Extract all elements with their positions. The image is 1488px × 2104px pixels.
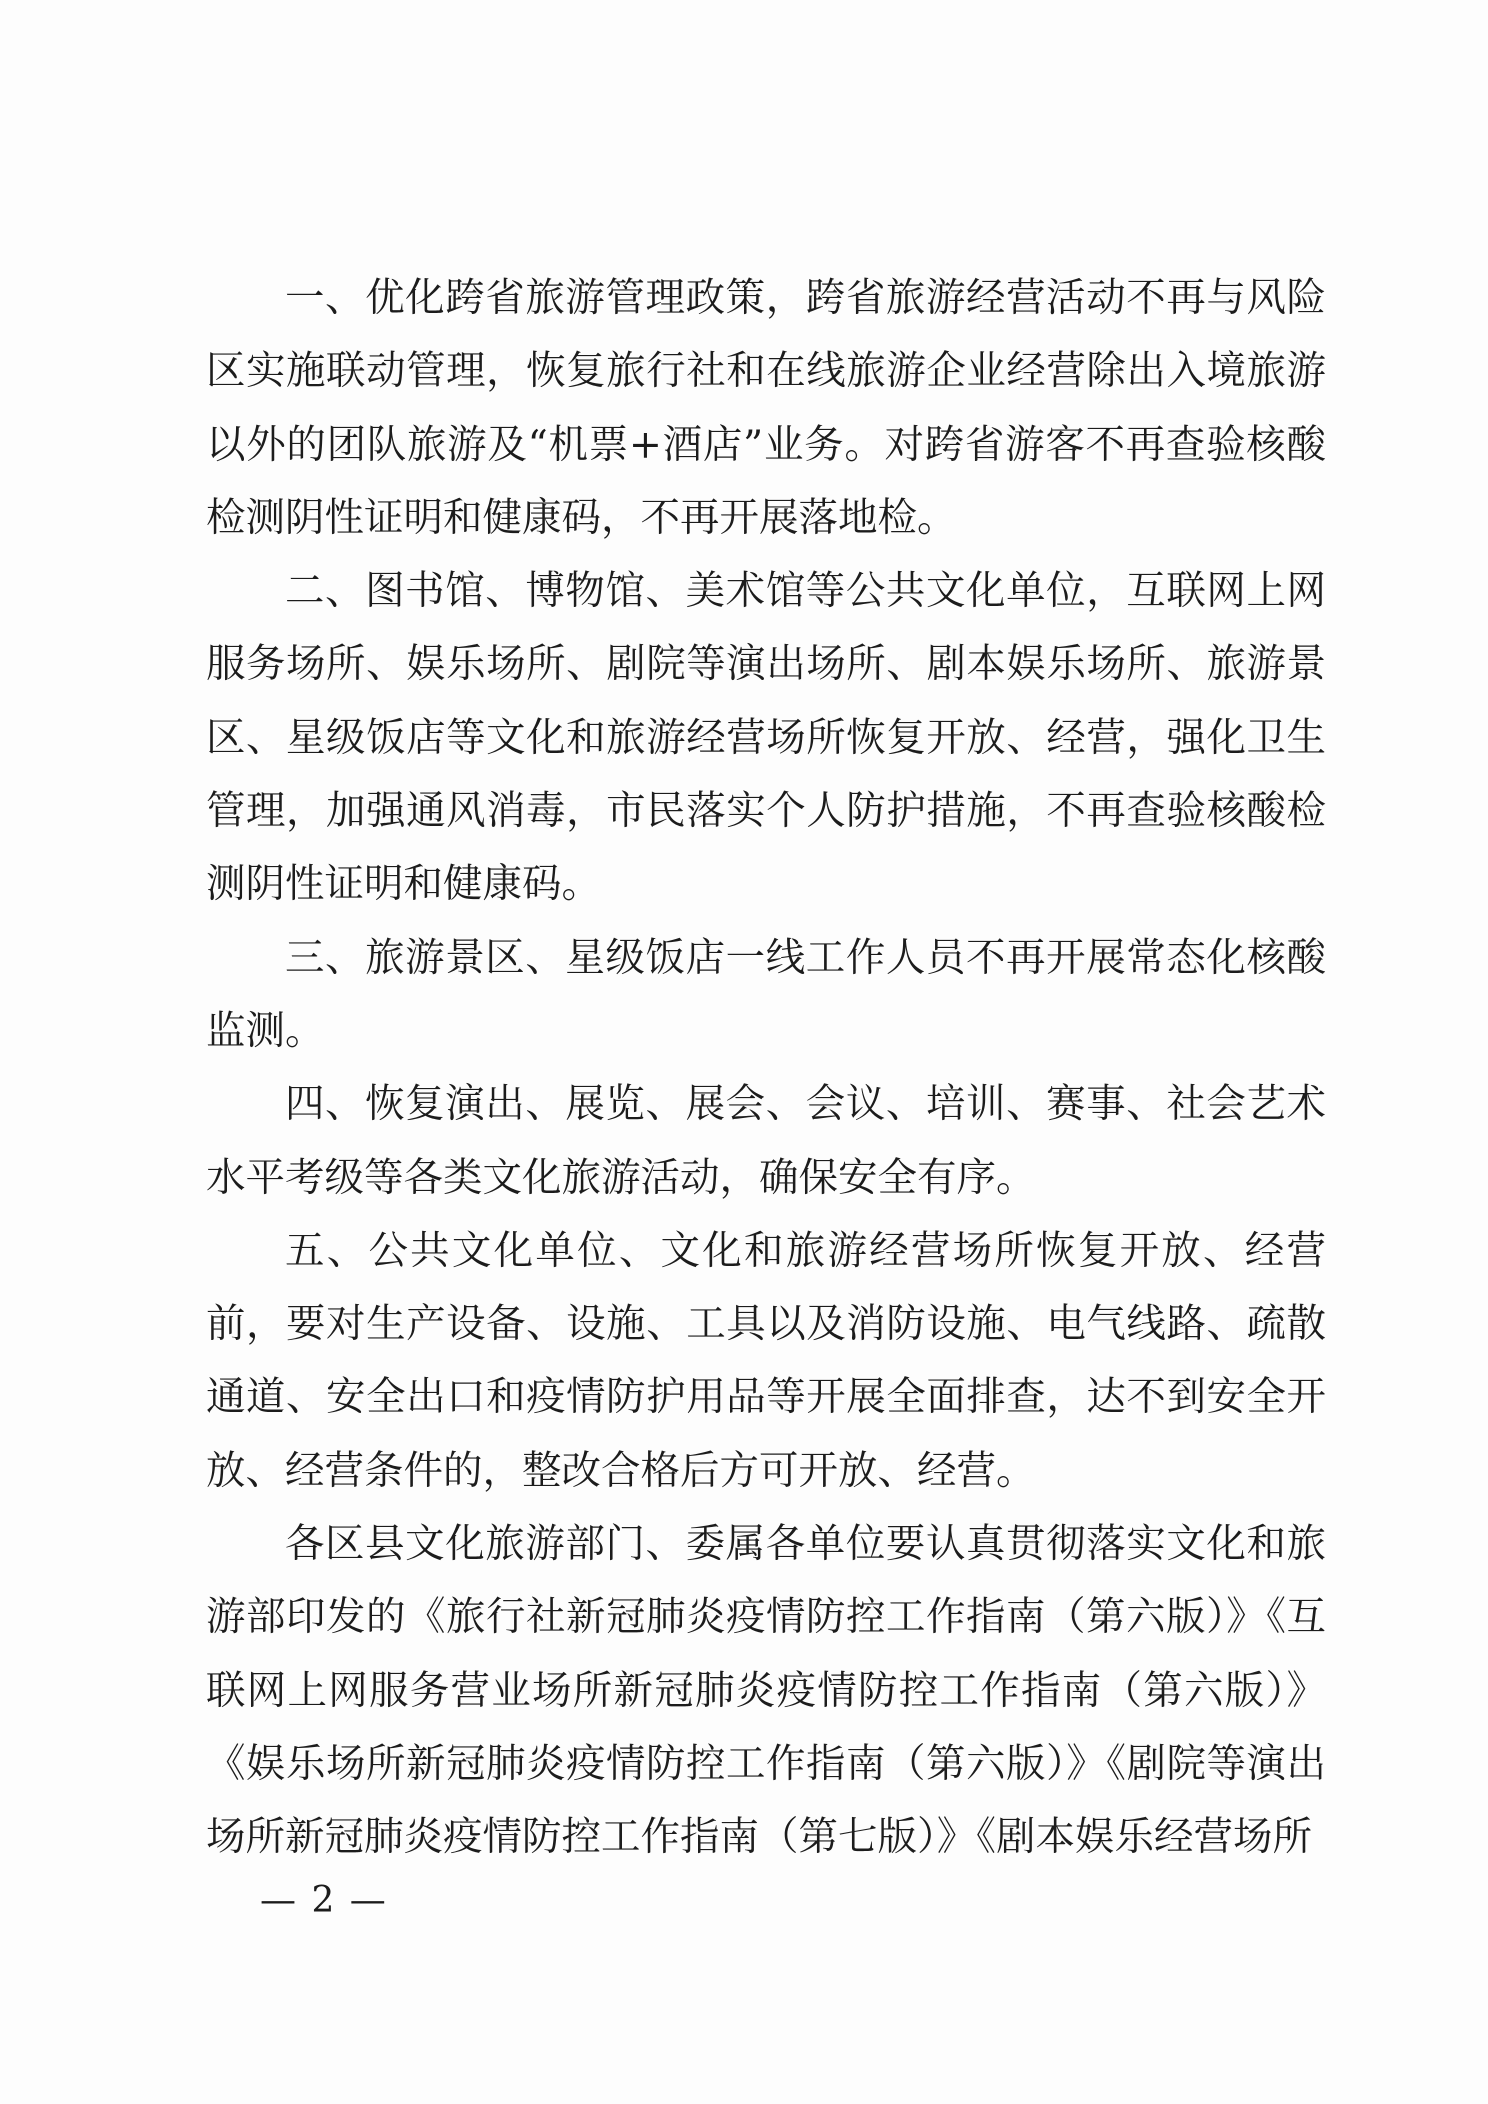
document-body xyxy=(206,262,1326,1875)
paragraph-2: 二、图书馆、博物馆、美术馆等公共文化单位，互联网上网服务场所、娱乐场所、剧院等演出场所、剧本娱乐场所、旅游景区、星级饭店等文化和旅游经营场所恢复开放、经营，强化卫生管理，加强通风消毒，市民落实个人防护措施，不再查验核酸检测阴性证明和健康码。 xyxy=(206,568,1326,908)
paragraph-4: 四、恢复演出、展览、展会、会议、培训、赛事、社会艺术水平考级等各类文化旅游活动，确保安全有序。 xyxy=(206,1081,1326,1201)
page-number: — 2 — xyxy=(260,1880,388,1921)
paragraph-6: 各区县文化旅游部门、委属各单位要认真贯彻落实文化和旅游部印发的《旅行社新冠肺炎疫情防控工作指南（第六版）》《互联网上网服务营业场所新冠肺炎疫情防控工作指南（第六版）》《娱乐场所新冠肺炎疫情防控工作指南（第六版）》《剧院等演出场所新冠肺炎疫情防控工作指南（第七版）》《剧本娱乐经营场所 xyxy=(206,1521,1326,1861)
paragraph-3: 三、旅游景区、星级饭店一线工作人员不再开展常态化核酸监测。 xyxy=(206,934,1326,1054)
paragraph-5: 五、公共文化单位、文化和旅游经营场所恢复开放、经营前，要对生产设备、设施、工具以及消防设施、电气线路、疏散通道、安全出口和疫情防护用品等开展全面排查，达不到安全开放、经营条件的，整改合格后方可开放、经营。 xyxy=(206,1227,1326,1494)
paragraph-1: 一、优化跨省旅游管理政策，跨省旅游经营活动不再与风险区实施联动管理，恢复旅行社和在线旅游企业经营除出入境旅游以外的团队旅游及“机票+酒店”业务。对跨省游客不再查验核酸检测阴性证明和健康码，不再开展落地检。 xyxy=(206,275,1326,541)
